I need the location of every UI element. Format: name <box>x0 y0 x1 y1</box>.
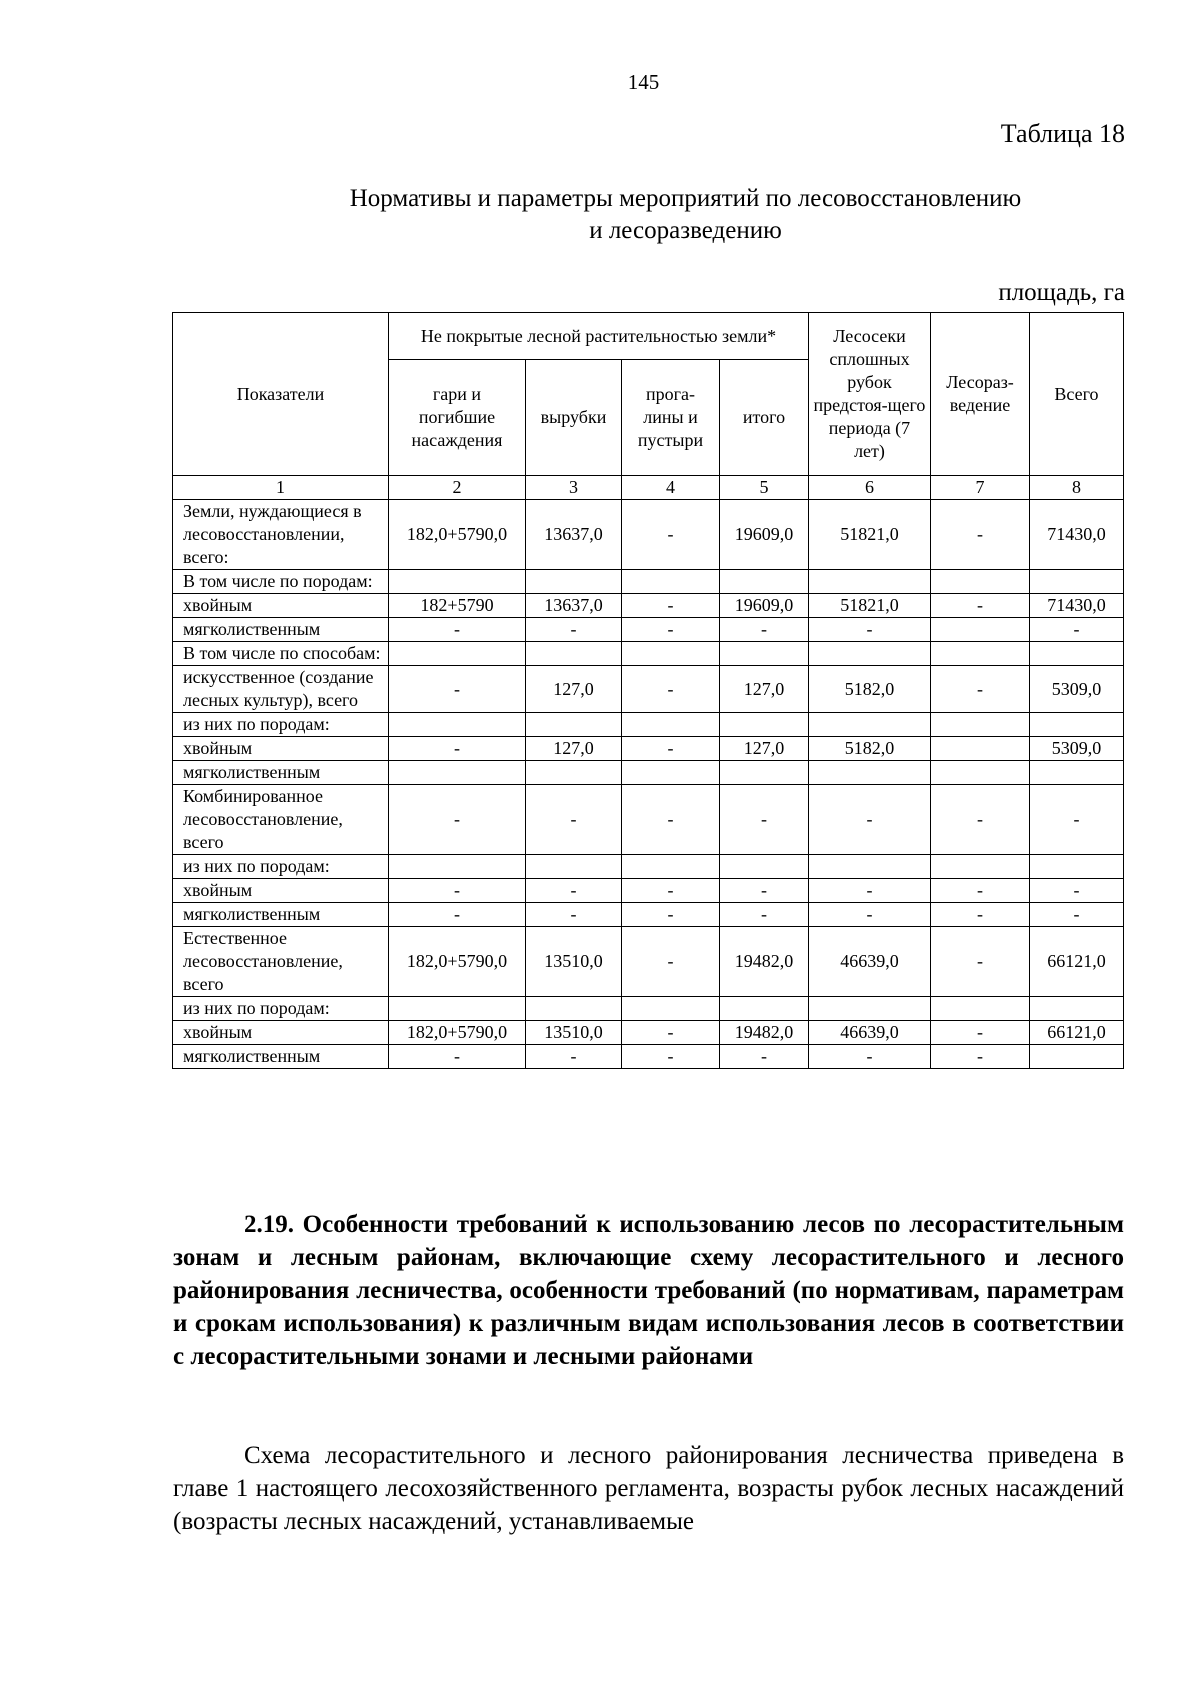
table-cell: - <box>526 785 622 855</box>
page-number: 145 <box>627 70 660 94</box>
table-cell: - <box>931 927 1030 997</box>
table-cell: - <box>622 903 720 927</box>
section-heading: 2.19. Особенности требований к использованию лесов по лесорастительным зонам и лесным районам, включающие схему лесорастительного и лесного районирования лесничества, особенности требований (по нормативам, параметрам и срокам использования) к различным видам использования лесов в соответствии с лесорастительными зонами и лесными районами <box>173 1211 1124 1370</box>
table-cell <box>622 570 720 594</box>
table-cell <box>526 713 622 737</box>
table-cell: - <box>931 785 1030 855</box>
table-cell: 5182,0 <box>809 666 931 713</box>
table-cell <box>622 997 720 1021</box>
table-cell <box>931 570 1030 594</box>
row-label: хвойным <box>173 594 389 618</box>
row-label: из них по породам: <box>173 855 389 879</box>
row-label: искусственное (создание лесных культур), всего <box>173 666 389 713</box>
row-label: мягколиственным <box>173 1045 389 1069</box>
row-label: Комбинированное лесовосстановление, всего <box>173 785 389 855</box>
column-number: 1 <box>173 476 389 500</box>
table-cell: - <box>931 903 1030 927</box>
table-cell: 19482,0 <box>720 1021 809 1045</box>
table-cell <box>1030 997 1124 1021</box>
row-label: хвойным <box>173 737 389 761</box>
header-cuttings: вырубки <box>526 360 622 476</box>
table-cell <box>622 642 720 666</box>
table-cell: - <box>526 618 622 642</box>
table-row <box>173 855 1124 879</box>
table-cell: 13637,0 <box>526 594 622 618</box>
table-cell: - <box>931 879 1030 903</box>
table-cell <box>931 855 1030 879</box>
table-cell <box>720 642 809 666</box>
table-cell: - <box>622 785 720 855</box>
table-cell: - <box>389 1045 526 1069</box>
table-row <box>173 713 1124 737</box>
table-cell <box>1030 713 1124 737</box>
header-total: Всего <box>1030 313 1124 476</box>
table-row <box>173 903 1124 927</box>
table-cell: - <box>1030 785 1124 855</box>
table-cell <box>1030 761 1124 785</box>
table-row <box>173 642 1124 666</box>
table-cell <box>1030 570 1124 594</box>
table-cell: 46639,0 <box>809 1021 931 1045</box>
table-cell: 51821,0 <box>809 594 931 618</box>
table-cell <box>622 713 720 737</box>
table-cell: - <box>622 666 720 713</box>
table-row <box>173 761 1124 785</box>
column-number: 6 <box>809 476 931 500</box>
norms-table <box>172 312 1124 1069</box>
table-cell: - <box>622 1045 720 1069</box>
table-cell <box>526 761 622 785</box>
table-cell <box>526 855 622 879</box>
column-number: 2 <box>389 476 526 500</box>
table-cell: - <box>526 903 622 927</box>
table-cell: - <box>1030 618 1124 642</box>
row-label: В том числе по породам: <box>173 570 389 594</box>
table-cell: 46639,0 <box>809 927 931 997</box>
table-cell: - <box>931 1045 1030 1069</box>
header-afforestation: Лесораз-ведение <box>931 313 1030 476</box>
table-row <box>173 1045 1124 1069</box>
table-cell: - <box>931 500 1030 570</box>
row-label: хвойным <box>173 879 389 903</box>
table-cell: 19482,0 <box>720 927 809 997</box>
row-label: Естественное лесовосстановление, всего <box>173 927 389 997</box>
table-cell <box>389 855 526 879</box>
table-cell: - <box>1030 879 1124 903</box>
table-cell: - <box>389 666 526 713</box>
header-indicators: Показатели <box>173 313 389 476</box>
table-cell: 127,0 <box>526 666 622 713</box>
table-cell <box>931 642 1030 666</box>
column-number: 7 <box>931 476 1030 500</box>
table-cell <box>931 997 1030 1021</box>
table-cell: - <box>720 1045 809 1069</box>
table-cell <box>931 713 1030 737</box>
column-number: 3 <box>526 476 622 500</box>
table-cell <box>809 855 931 879</box>
table-row <box>173 594 1124 618</box>
table-row <box>173 666 1124 713</box>
row-label: мягколиственным <box>173 761 389 785</box>
table-cell: - <box>720 903 809 927</box>
table-cell: 5182,0 <box>809 737 931 761</box>
table-row <box>173 737 1124 761</box>
table-cell: 182,0+5790,0 <box>389 500 526 570</box>
table-cell: 5309,0 <box>1030 666 1124 713</box>
table-cell <box>809 761 931 785</box>
table-row <box>173 618 1124 642</box>
table-cell: 182,0+5790,0 <box>389 927 526 997</box>
table-cell <box>526 642 622 666</box>
table-cell: 66121,0 <box>1030 927 1124 997</box>
table-label: Таблица 18 <box>1000 119 1125 148</box>
table-cell: - <box>389 618 526 642</box>
table-cell <box>526 997 622 1021</box>
table-title-line2: и лесоразведению <box>589 217 782 244</box>
table-cell <box>389 997 526 1021</box>
table-cell: - <box>720 618 809 642</box>
table-cell <box>1030 1045 1124 1069</box>
table-cell: - <box>809 1045 931 1069</box>
table-cell: - <box>622 1021 720 1045</box>
table-cell <box>720 713 809 737</box>
header-subtotal: итого <box>720 360 809 476</box>
table-cell: 182,0+5790,0 <box>389 1021 526 1045</box>
table-cell: - <box>931 1021 1030 1045</box>
table-cell: 71430,0 <box>1030 594 1124 618</box>
table-cell: 13637,0 <box>526 500 622 570</box>
header-burned: гари и погибшие насаждения <box>389 360 526 476</box>
column-number: 5 <box>720 476 809 500</box>
table-cell <box>1030 855 1124 879</box>
units-label: площадь, га <box>998 279 1125 306</box>
table-cell <box>809 713 931 737</box>
row-label: хвойным <box>173 1021 389 1045</box>
row-label: из них по породам: <box>173 997 389 1021</box>
table-cell: - <box>1030 903 1124 927</box>
table-cell: 71430,0 <box>1030 500 1124 570</box>
header-glades: прога-лины и пустыри <box>622 360 720 476</box>
column-number: 4 <box>622 476 720 500</box>
table-cell: - <box>389 879 526 903</box>
table-cell <box>931 761 1030 785</box>
table-row <box>173 785 1124 855</box>
table-cell <box>809 642 931 666</box>
body-paragraph: Схема лесорастительного и лесного районирования лесничества приведена в главе 1 настоящего лесохозяйственного регламента, возрасты рубок лесных насаждений (возрасты лесных насаждений, устанавливаемые <box>173 1442 1124 1535</box>
table-cell: 13510,0 <box>526 1021 622 1045</box>
table-cell <box>526 570 622 594</box>
table-cell: - <box>809 618 931 642</box>
table-cell: 51821,0 <box>809 500 931 570</box>
table-row <box>173 500 1124 570</box>
table-cell <box>389 570 526 594</box>
table-cell: 19609,0 <box>720 594 809 618</box>
table-cell <box>389 713 526 737</box>
table-cell: - <box>622 737 720 761</box>
table-cell: - <box>622 618 720 642</box>
table-cell: 127,0 <box>720 737 809 761</box>
table-cell: - <box>622 500 720 570</box>
table-cell <box>1030 642 1124 666</box>
table-cell <box>720 997 809 1021</box>
row-label: Земли, нуждающиеся в лесовосстановлении, всего: <box>173 500 389 570</box>
table-cell: 5309,0 <box>1030 737 1124 761</box>
table-cell: - <box>389 785 526 855</box>
column-number-row <box>173 476 1124 500</box>
table-cell <box>622 855 720 879</box>
row-label: В том числе по способам: <box>173 642 389 666</box>
table-cell: - <box>720 879 809 903</box>
table-cell: - <box>809 903 931 927</box>
table-cell: 127,0 <box>720 666 809 713</box>
table-cell <box>931 737 1030 761</box>
row-label: мягколиственным <box>173 618 389 642</box>
table-cell <box>809 570 931 594</box>
table-cell <box>622 761 720 785</box>
table-cell <box>931 618 1030 642</box>
table-row <box>173 927 1124 997</box>
table-cell: - <box>931 666 1030 713</box>
table-cell: - <box>809 785 931 855</box>
row-label: из них по породам: <box>173 713 389 737</box>
header-not-covered-group: Не покрытые лесной растительностью земли* <box>389 313 809 360</box>
table-cell: 66121,0 <box>1030 1021 1124 1045</box>
table-cell <box>720 855 809 879</box>
table-title-line1: Нормативы и параметры мероприятий по лесовосстановлению <box>349 185 1022 212</box>
table-cell: - <box>389 737 526 761</box>
table-cell: - <box>720 785 809 855</box>
table-cell: 127,0 <box>526 737 622 761</box>
table-row <box>173 570 1124 594</box>
header-clearcut: Лесосеки сплошных рубок предстоя-щего периода (7 лет) <box>809 313 931 476</box>
column-number: 8 <box>1030 476 1124 500</box>
table-cell: 13510,0 <box>526 927 622 997</box>
table-cell: - <box>809 879 931 903</box>
table-row <box>173 879 1124 903</box>
table-title <box>173 183 1198 247</box>
table-cell: 182+5790 <box>389 594 526 618</box>
table-cell <box>720 570 809 594</box>
table-cell: - <box>526 879 622 903</box>
table-cell: 19609,0 <box>720 500 809 570</box>
table-row <box>173 997 1124 1021</box>
row-label: мягколиственным <box>173 903 389 927</box>
table-cell: - <box>622 594 720 618</box>
table-cell <box>720 761 809 785</box>
table-cell: - <box>622 927 720 997</box>
table-cell <box>389 761 526 785</box>
table-cell: - <box>526 1045 622 1069</box>
table-cell <box>809 997 931 1021</box>
table-row <box>173 1021 1124 1045</box>
table-cell: - <box>931 594 1030 618</box>
table-cell: - <box>389 903 526 927</box>
table-cell: - <box>622 879 720 903</box>
table-cell <box>389 642 526 666</box>
